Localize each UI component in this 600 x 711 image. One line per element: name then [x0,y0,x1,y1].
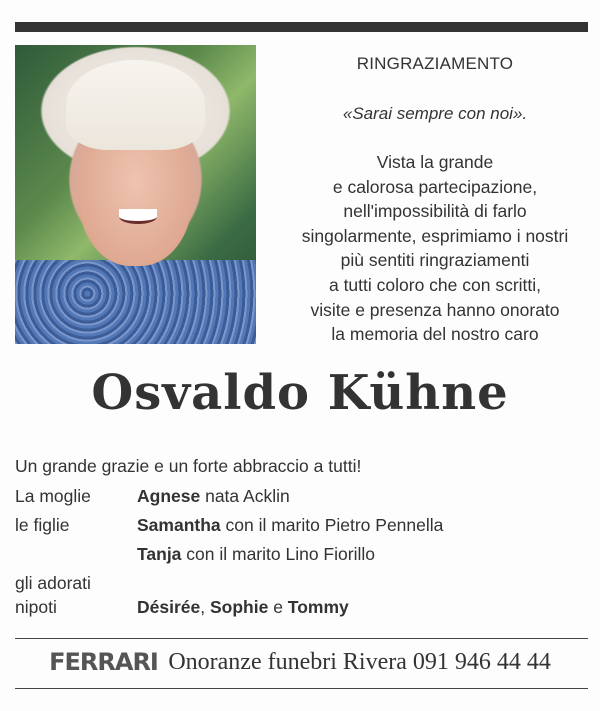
family-member-name: Samantha [137,515,221,535]
family-row-grandchildren [15,571,585,619]
separator: e [268,597,288,617]
family-member-detail: nata Acklin [200,486,290,506]
family-row-wife [15,482,585,511]
notice-quote: «Sarai sempre con noi». [342,104,528,123]
body-line: la memoria del nostro caro [331,324,539,345]
portrait-photo [15,45,256,344]
family-member-name: Désirée [137,597,201,617]
relation-label: La moglie [15,486,91,506]
family-row-daughter-2 [15,540,585,569]
funeral-home-footer [0,648,600,676]
family-thanks: Un grande grazie e un forte abbraccio a tutti! [15,456,362,476]
relation-label: le figlie [15,515,70,535]
relation-label-line: nipoti [15,597,57,617]
body-line: singolarmente, esprimiamo i nostri [301,225,569,246]
funeral-home-logo: FERRARI [49,648,158,676]
family-row-daughter-1 [15,511,585,540]
family-member-name: Agnese [137,486,201,506]
relation-value [137,511,443,540]
funeral-home-contact: Onoranze funebri Rivera 091 946 44 44 [168,648,551,675]
relation-label-line: gli adorati [15,573,91,593]
family-member-name: Sophie [209,597,269,617]
body-line: e calorosa partecipazione, [332,176,538,197]
footer-top-rule [15,638,588,639]
family-member-name: Tanja [137,544,182,564]
separator: , [200,597,210,617]
body-line: più sentiti ringraziamenti [340,250,530,271]
relation-label [15,571,137,619]
notice-body [285,150,585,347]
body-line: a tutti coloro che con scritti, [328,274,542,295]
relation-value [137,482,290,511]
footer-bottom-rule [15,688,588,689]
relation-value [137,595,349,619]
body-line: visite e presenza hanno onorato [310,299,560,320]
shirt-pattern [15,260,256,344]
family-member-detail: con il marito Lino Fiorillo [181,544,375,564]
body-line: nell'impossibilità di farlo [343,201,527,222]
top-rule [15,22,588,32]
relation-value [137,540,375,569]
thanks-text-column [285,52,585,347]
relation-label [15,540,137,569]
family-list [15,452,585,619]
hair [66,60,206,150]
notice-heading: RINGRAZIAMENTO [356,54,514,73]
family-member-name: Tommy [287,597,349,617]
body-line: Vista la grande [376,152,494,172]
deceased-name: Osvaldo Kühne [91,365,509,421]
family-member-detail: con il marito Pietro Pennella [220,515,444,535]
